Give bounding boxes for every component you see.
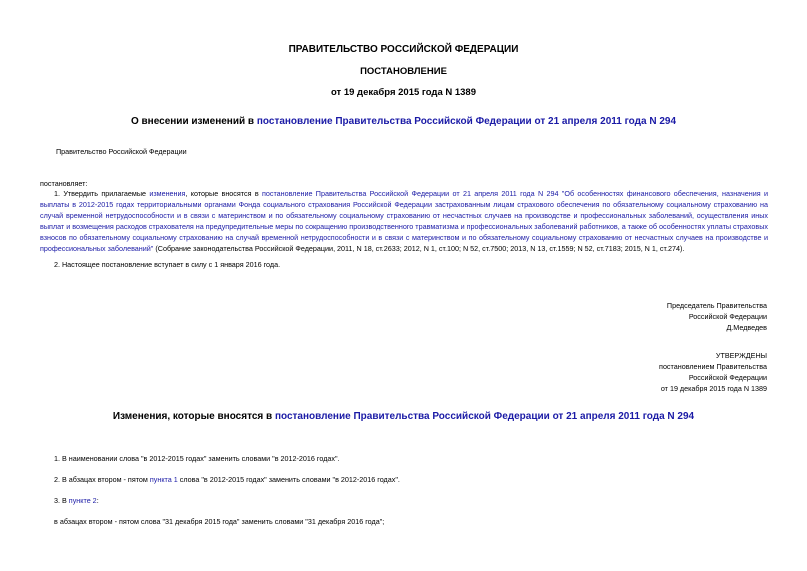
c2-link[interactable]: пункта 1 bbox=[149, 475, 178, 484]
p1-prefix: 1. Утвердить прилагаемые bbox=[54, 189, 150, 198]
changes-title bbox=[0, 411, 807, 422]
approved-line-4: от 19 декабря 2015 года N 1389 bbox=[660, 384, 767, 393]
p1-link-decree[interactable]: постановление Правительства Российской Федерации от 21 апреля 2011 года N 294 "Об особенностях финансового обеспечения, назначения и выплаты в 2012-2015 годах территориальными органами Фонда социального страхования Российской Федерации застрахованным лицам страхового обеспечения по обязательному социальному страхованию на случай временной нетрудоспособности и в связи с материнством и по обязательному социальному страхованию от несчастных случаев на производстве и профессиональных заболеваний, осуществления иных выплат и возмещения расходов страхователя на предупредительные меры по сокращению производственного травматизма и профессиональных заболеваний работников, а также об особенностях уплаты страховых взносов по обязательному социальному страхованию на случай временной нетрудоспособности и в связи с материнством и по обязательному социальному страхованию от несчастных случаев на производстве и профессиональных заболеваний" bbox=[40, 189, 768, 253]
changes-title-prefix: Изменения, которые вносятся в bbox=[112, 411, 275, 422]
decree-text: постановляет: bbox=[40, 179, 88, 188]
document-title bbox=[0, 116, 807, 127]
p1-link-changes[interactable]: изменения bbox=[149, 189, 186, 198]
changes-title-link[interactable]: постановление Правительства Российской Федерации от 21 апреля 2011 года N 294 bbox=[274, 411, 695, 422]
signature-position-2: Российской Федерации bbox=[688, 312, 767, 321]
change-item-1: 1. В наименовании слова "в 2012-2015 годах" заменить словами "в 2012-2016 годах". bbox=[54, 454, 340, 463]
paragraph-2: 2. Настоящее постановление вступает в силу с 1 января 2016 года. bbox=[54, 260, 281, 269]
approved-line-2: постановлением Правительства bbox=[659, 362, 767, 371]
c2-prefix: 2. В абзацах втором - пятом bbox=[54, 475, 150, 484]
p1-suffix: (Собрание законодательства Российской Федерации, 2011, N 18, ст.2633; 2012, N 1, ст.100; N 52, ст.7500; 2013, N 13, ст.1559; N 52, ст.7183; 2015, N 1, ст.274). bbox=[153, 244, 685, 253]
p1-mid: , которые вносятся в bbox=[185, 189, 262, 198]
signature-position-1: Председатель Правительства bbox=[666, 301, 767, 310]
c3-prefix: 3. В bbox=[54, 496, 69, 505]
title-link[interactable]: постановление Правительства Российской Федерации от 21 апреля 2011 года N 294 bbox=[256, 116, 677, 127]
c3-link[interactable]: пункте 2 bbox=[68, 496, 97, 505]
c3-suffix: : bbox=[96, 496, 99, 505]
date-number-heading: от 19 декабря 2015 года N 1389 bbox=[330, 87, 476, 98]
c2-suffix: слова "в 2012-2015 годах" заменить словами "в 2012-2016 годах". bbox=[177, 475, 400, 484]
paragraph-1 bbox=[40, 188, 768, 254]
doc-type-heading: ПОСТАНОВЛЕНИЕ bbox=[360, 66, 447, 77]
signature-name: Д.Медведев bbox=[726, 323, 767, 332]
government-heading: ПРАВИТЕЛЬСТВО РОССИЙСКОЙ ФЕДЕРАЦИИ bbox=[288, 44, 519, 55]
change-item-3-line: в абзацах втором - пятом слова "31 декабря 2015 года" заменить словами "31 декабря 2016 года"; bbox=[54, 517, 385, 526]
change-item-3 bbox=[54, 495, 99, 506]
approved-line-1: УТВЕРЖДЕНЫ bbox=[715, 351, 767, 360]
signature-block bbox=[547, 300, 767, 333]
issuer-text: Правительство Российской Федерации bbox=[56, 147, 187, 156]
approval-block bbox=[547, 350, 767, 394]
approved-line-3: Российской Федерации bbox=[688, 373, 767, 382]
change-item-2 bbox=[54, 474, 400, 485]
title-prefix: О внесении изменений в bbox=[130, 116, 257, 127]
